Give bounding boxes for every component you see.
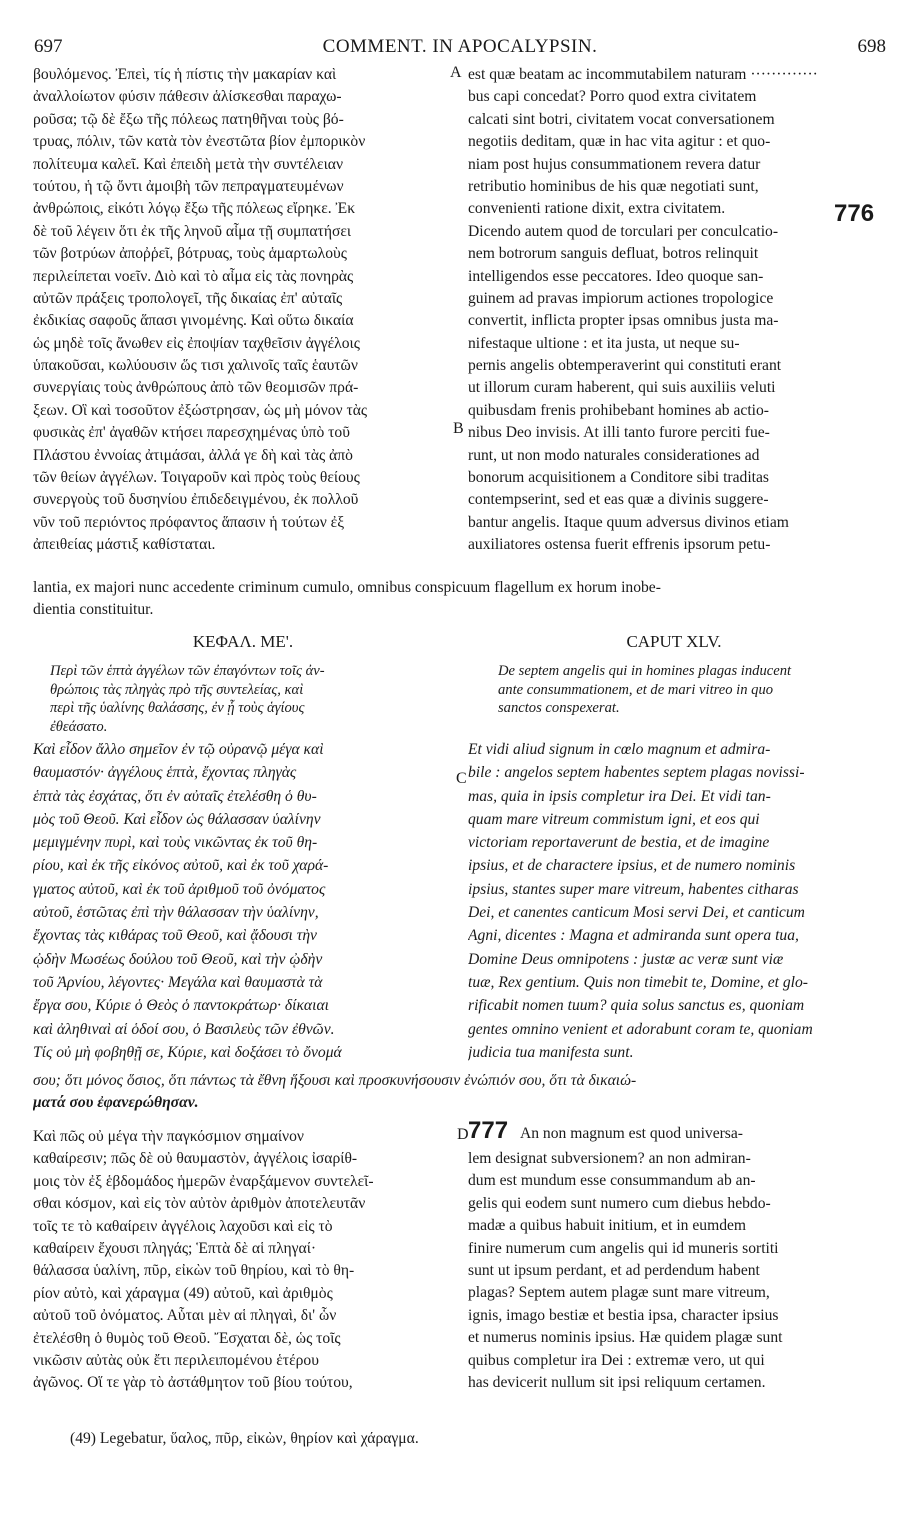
text-line: τῶν βοτρύων ἀποῤῥεῖ, βότρυας, τοὺς ἁμαρτωλοὺς <box>33 245 347 263</box>
text-line: νικῶσιν αὐτὰς οὐκ ἔτι περιλειπομένου ἑτέρου <box>33 1351 319 1369</box>
text-line: De septem angelis qui in homines plagas inducent <box>498 663 792 679</box>
text-line: ipsius, et de charactere ipsius, et de numero nominis <box>468 857 796 875</box>
left-page-number: 697 <box>34 36 63 57</box>
text-line: est quæ beatam ac incommutabilem naturam ············· <box>468 66 818 83</box>
text-line: αὐτοῦ, ἑστῶτας ἐπὶ τὴν θάλασσαν τὴν ὑαλίνην, <box>33 904 319 922</box>
text-line: ipsius, stantes super mare vitreum, habentes citharas <box>468 880 799 898</box>
text-line: ἐθεάσατο. <box>50 718 108 735</box>
text-line: Agni, dicentes : Magna et admiranda sunt opera tua, <box>468 927 799 945</box>
text-line: judicia tua manifesta sunt. <box>468 1043 634 1061</box>
text-line: ut illorum curam haberent, qui suis auxiliis veluti <box>468 379 776 397</box>
text-line: bonorum acquisitionem a Conditore sibi traditas <box>468 469 769 487</box>
latin-first-line: An non magnum est quod universa- <box>519 1125 743 1142</box>
section1-greek-column <box>33 64 453 557</box>
continuation-line: σου; ὅτι μόνος ὅσιος, ὅτι πάντως τὰ ἔθνη ἥξουσι καὶ προσκυνήσουσιν ἐνώπιόν σου, ὅτι τὰ δικαιώ- <box>33 1072 637 1089</box>
text-line: δὲ τοῦ λέγειν ὅτι ἐκ τῆς ληνοῦ αἷμα τῇ συμπατήσει <box>33 222 352 240</box>
text-line: περὶ τῆς ὑαλίνης θαλάσσης, ἐν ᾗ τοὺς ἁγίους <box>50 700 305 717</box>
text-line: ᾠδὴν Μωσέως δούλου τοῦ Θεοῦ, καὶ τὴν ᾠδὴν <box>33 950 323 968</box>
text-line: ἐτελέσθη ὁ θυμὸς τοῦ Θεοῦ. Ἔσχαται δὲ, ὡς τοῖς <box>33 1329 341 1347</box>
section3-latin-first <box>468 1120 880 1150</box>
text-line: mas, quia in ipsis completur ira Dei. Et vidi tan- <box>468 787 771 805</box>
margin-letter-a: A <box>450 64 462 81</box>
text-line: quibusdam frenis prohibebant homines ab actio- <box>468 401 769 419</box>
text-line: gentes omnino venient et adorabunt coram te, quoniam <box>468 1020 813 1038</box>
text-line: Καὶ πῶς οὐ μέγα τὴν παγκόσμιον σημαίνον <box>33 1128 304 1145</box>
text-line: περιλείπεται νοεῖν. Διὸ καὶ τὸ αἷμα εἰς τὰς πονηρὰς <box>33 267 354 285</box>
text-line: auxiliatores ostensa fuerit effrenis ipsorum petu- <box>468 536 771 554</box>
text-line: ἐκδικίας σαφοῦς ἅπασι γινομένης. Καὶ οὕτω δικαία <box>33 312 354 330</box>
text-line: ροῦσα; τῷ δὲ ἔξω τῆς πόλεως πατηθῆναι τοὺς βό- <box>33 110 344 128</box>
text-line: ἔργα σου, Κύριε ὁ Θεὸς ὁ παντοκράτωρ· δίκαιαι <box>33 997 329 1015</box>
text-line: ὡς μηδὲ τοῖς ἄνωθεν εἰς ἐποψίαν ταχθεῖσιν ἀγγέλοις <box>33 334 360 352</box>
footnote: (49) Legebatur, ὕαλος, πῦρ, εἰκὼν, θηρίον καὶ χάραγμα. <box>70 1430 419 1447</box>
text-line: bus capi concedat? Porro quod extra civitatem <box>468 88 757 106</box>
text-line: has devicerit nullum sit ipsi reliquum certamen. <box>468 1373 766 1391</box>
text-line: rificabit nomen tuum? quia solus sanctus es, quoniam <box>468 997 805 1015</box>
margin-letter-b: B <box>453 420 464 437</box>
text-line: ἀγῶνος. Οἵ τε γὰρ τὸ ἀστάθμητον τοῦ βίου τούτου, <box>33 1374 353 1392</box>
text-line: madæ a quibus habuit initium, et in eumdem <box>468 1217 747 1235</box>
text-line: καθαίρειν ἔχουσι πληγάς; Ἑπτὰ δὲ αἱ πληγαί· <box>33 1239 317 1257</box>
text-line: plagas? Septem autem plagæ sunt mare vitreum, <box>468 1284 770 1302</box>
text-line: συνεργοὺς τοῦ δυσηνίου ἐπιδεδειγμένου, ἐκ πολλοῦ <box>33 491 359 509</box>
text-line: quam mare vitreum commistum igni, et eos qui <box>468 810 760 828</box>
text-line: Καὶ εἶδον ἄλλο σημεῖον ἐν τῷ οὐρανῷ μέγα καὶ <box>33 741 324 758</box>
text-line: ρίου, καὶ ἐκ τῆς εἰκόνος αὐτοῦ, καὶ ἐκ τοῦ χαρά- <box>33 857 329 875</box>
section2-latin-column <box>468 738 880 1064</box>
text-line: Domine Deus omnipotens : justæ ac veræ sunt viæ <box>468 950 784 968</box>
text-line: φυσικὰς ἐπ' ἀγαθῶν κτήσει παρεσχημένας ὑπὸ τοῦ <box>33 424 350 442</box>
text-line: ante consummationem, et de mari vitreo in quo <box>498 681 774 698</box>
column-marker-776: 776 <box>834 200 875 227</box>
text-line: τοῖς τε τὸ καθαίρειν ἀγγέλοις λαχοῦσι καὶ εἰς τὸ <box>33 1217 333 1235</box>
text-line: nem botrorum sanguis defluat, botros relinquit <box>468 245 759 263</box>
text-line: convertit, inflicta propter ipsas omnibus justa ma- <box>468 312 779 330</box>
text-line: Dei, et canentes canticum Mosi servi Dei, et canticum <box>468 904 805 922</box>
text-line: quibus completur ira Dei : extremæ vero, ut qui <box>468 1351 765 1369</box>
margin-letter-d: D <box>457 1126 469 1143</box>
running-header <box>34 36 886 64</box>
text-line: gelis qui eodem sunt numero cum diebus hebdo- <box>468 1194 771 1212</box>
text-line: Dicendo autem quod de torculari per conculcatio- <box>468 222 779 240</box>
text-line: bantur angelis. Itaque quum adversus divinos etiam <box>468 513 789 531</box>
text-line: finire numerum cum angelis qui id muneris sortiti <box>468 1239 779 1257</box>
section2-continuation <box>33 1070 885 1115</box>
text-line: αὐτῶν πράξεις τροπολογεῖ, τῆς δικαίας ἐπ' αὐταῖς <box>33 289 343 307</box>
text-line: runt, ut non modo naturales considerationes ad <box>468 446 760 464</box>
text-line: ἀπειθείας μάστιξ καθίσταται. <box>33 536 216 554</box>
column-marker-777: 777 <box>468 1120 509 1144</box>
text-line: ἑπτὰ τὰς ἐσχάτας, ὅτι ἐν αὐταῖς ἐτελέσθη ὁ θυ- <box>33 787 317 805</box>
text-line: ἀναλλοίωτον φύσιν πάθεσιν ἁλίσκεσθαι παραχω- <box>33 88 342 106</box>
text-line: pernis angelis obtemperaverint qui constituti erant <box>468 357 782 375</box>
text-line: Et vidi aliud signum in cœlo magnum et admira- <box>468 741 771 758</box>
text-line: lem designat subversionem? an non admiran- <box>468 1150 751 1167</box>
text-line: Πλάστου ἐννοίας ἀτιμάσαι, ἀλλά γε δὴ καὶ τὰς ἀπὸ <box>33 446 353 464</box>
text-line: νῦν τοῦ περιόντος πρόφαντος ἅπασιν ἡ τούτων ἐξ <box>33 513 345 531</box>
section1-continuation <box>33 577 885 622</box>
text-line: sunt ut ipsum perdant, et ad perdendum habent <box>468 1261 760 1279</box>
text-line: intelligendos esse peccatores. Ideo quoque san- <box>468 267 764 285</box>
section2-greek-column <box>33 738 453 1064</box>
latin-chapter-summary <box>498 662 878 718</box>
continuation-line: ματά σου ἐφανερώθησαν. <box>33 1094 199 1112</box>
text-line: calcati sint botri, civitatem vocat conversationem <box>468 110 775 128</box>
text-line: contempserint, sed et eas quæ a divinis suggere- <box>468 491 769 509</box>
text-line: ξεων. Οἳ καὶ τοσοῦτον ἐξώστρησαν, ὡς μὴ μόνον τὰς <box>33 401 368 419</box>
text-line: θάλασσα ὑαλίνη, πῦρ, εἰκὼν τοῦ θηρίου, καὶ τὸ θη- <box>33 1262 355 1280</box>
running-title: COMMENT. IN APOCALYPSIN. <box>322 36 598 57</box>
text-line: μὸς τοῦ Θεοῦ. Καὶ εἶδον ὡς θάλασσαν ὑαλίνην <box>33 810 321 828</box>
greek-chapter-title: ΚΕΦΑΛ. ΜΕ'. <box>192 632 294 651</box>
text-line: βουλόμενος. Ἐπεὶ, τίς ἡ πίστις τὴν μακαρίαν καὶ <box>33 66 337 83</box>
text-line: retributio hominibus de his quæ negotiati sunt, <box>468 177 759 195</box>
text-line: τούτου, ἡ τῷ ὄντι ἀμοιβὴ τῶν πεπραγματευμένων <box>33 177 344 195</box>
text-line: αὐτοῦ τοῦ ὀνόματος. Αὗται μὲν αἱ πληγαὶ, δι' ὧν <box>33 1307 337 1325</box>
text-line: et numerus nominis ipsius. Hæ quidem plagæ sunt <box>468 1329 783 1347</box>
text-line: victoriam reportaverunt de bestia, et de imagine <box>468 834 770 852</box>
greek-chapter-summary <box>50 662 450 736</box>
text-line: ignis, imago bestiæ et bestia ipsa, character ipsius <box>468 1306 779 1324</box>
text-line: dum est mundum esse consummandum ab an- <box>468 1172 756 1190</box>
continuation-line: dientia constituitur. <box>33 601 154 619</box>
text-line: τῶν θείων ἀγγέλων. Τοιγαροῦν καὶ πρὸς τοὺς θείους <box>33 469 360 487</box>
text-line: guinem ad pravas impiorum actiones tropologice <box>468 289 774 307</box>
margin-letter-c: C <box>456 770 467 787</box>
text-line: ρίον αὐτὸ, καὶ χάραγμα (49) αὐτοῦ, καὶ ἀριθμὸς <box>33 1284 333 1302</box>
text-line: μοις τὸν ἐξ ἑβδομάδος ἡμερῶν ἐναρξάμενον συντελεῖ- <box>33 1172 374 1190</box>
text-line: θρώποις τὰς πληγὰς πρὸ τῆς συντελείας, καὶ <box>50 681 304 698</box>
text-line: nibus Deo invisis. At illi tanto furore perciti fue- <box>468 424 770 442</box>
text-line: negotiis deditam, quæ in hac vita agitur : et quo- <box>468 133 771 151</box>
text-line: συνεργίαις τοὺς ἀνθρώπους ἀπὸ τῶν θεομισῶν πρά- <box>33 379 359 397</box>
text-line: niam post hujus consummationem revera datur <box>468 155 761 173</box>
text-line: τοῦ Ἀρνίου, λέγοντες· Μεγάλα καὶ θαυμαστὰ τὰ <box>33 973 323 991</box>
right-page-number: 698 <box>857 36 886 57</box>
text-line: sanctos conspexerat. <box>498 700 620 717</box>
text-line: ὑπακοῦσαι, κωλύουσιν ὥς τισι χαλινοῖς ταῖς ἑαυτῶν <box>33 357 358 375</box>
text-line: γματος αὐτοῦ, καὶ ἐκ τοῦ ἀριθμοῦ τοῦ ὀνόματος <box>33 880 326 898</box>
text-line: Τίς οὐ μὴ φοβηθῇ σε, Κύριε, καὶ δοξάσει τὸ ὄνομά <box>33 1043 342 1061</box>
text-line: μεμιγμένην πυρὶ, καὶ τοὺς νικῶντας ἐκ τοῦ θη- <box>33 834 318 852</box>
continuation-line: lantia, ex majori nunc accedente criminum cumulo, omnibus conspicuum flagellum ex horum inobe- <box>33 579 661 596</box>
text-line: πολίτευμα καλεῖ. Καὶ ἐπειδὴ μετὰ τὴν συντέλειαν <box>33 155 344 173</box>
text-line: θαυμαστόν· ἀγγέλους ἑπτὰ, ἔχοντας πληγὰς <box>33 764 297 782</box>
text-line: σθαι κόσμον, καὶ εἰς τὸν αὐτὸν ἀριθμὸν ἀποτελευτᾶν <box>33 1195 366 1213</box>
text-line: ἔχοντας τὰς κιθάρας τοῦ Θεοῦ, καὶ ᾄδουσι τὴν <box>33 927 317 945</box>
text-line: nifestaque ultione : et ita justa, ut neque su- <box>468 334 740 352</box>
text-line: Περὶ τῶν ἑπτὰ ἀγγέλων τῶν ἐπαγόντων τοῖς ἀν- <box>50 663 325 679</box>
text-line: καθαίρεσιν; πῶς δὲ οὐ θαυμαστὸν, ἀγγέλοις ἰσαρίθ- <box>33 1150 358 1168</box>
text-line: tuæ, Rex gentium. Quis non timebit te, Domine, et glo- <box>468 973 808 991</box>
section3-latin-column <box>468 1148 880 1394</box>
section3-greek-column <box>33 1126 453 1395</box>
latin-chapter-title: CAPUT XLV. <box>626 632 722 651</box>
text-line: convenienti ratione dixit, extra civitatem. <box>468 200 726 218</box>
text-line: ἀνθρώποις, εἰκότι λόγῳ ἔξω τῆς πόλεως εἴρηκε. Ἐκ <box>33 200 356 218</box>
text-line: τρυας, πόλιν, τῶν κατὰ τὸν ἐνεστῶτα βίον ἐμπορικὸν <box>33 133 366 151</box>
text-line: καὶ ἀληθιναὶ αἱ ὁδοί σου, ὁ Βασιλεὺς τῶν ἐθνῶν. <box>33 1020 335 1038</box>
section1-latin-column <box>468 64 880 557</box>
text-line: bile : angelos septem habentes septem plagas novissi- <box>468 764 805 782</box>
